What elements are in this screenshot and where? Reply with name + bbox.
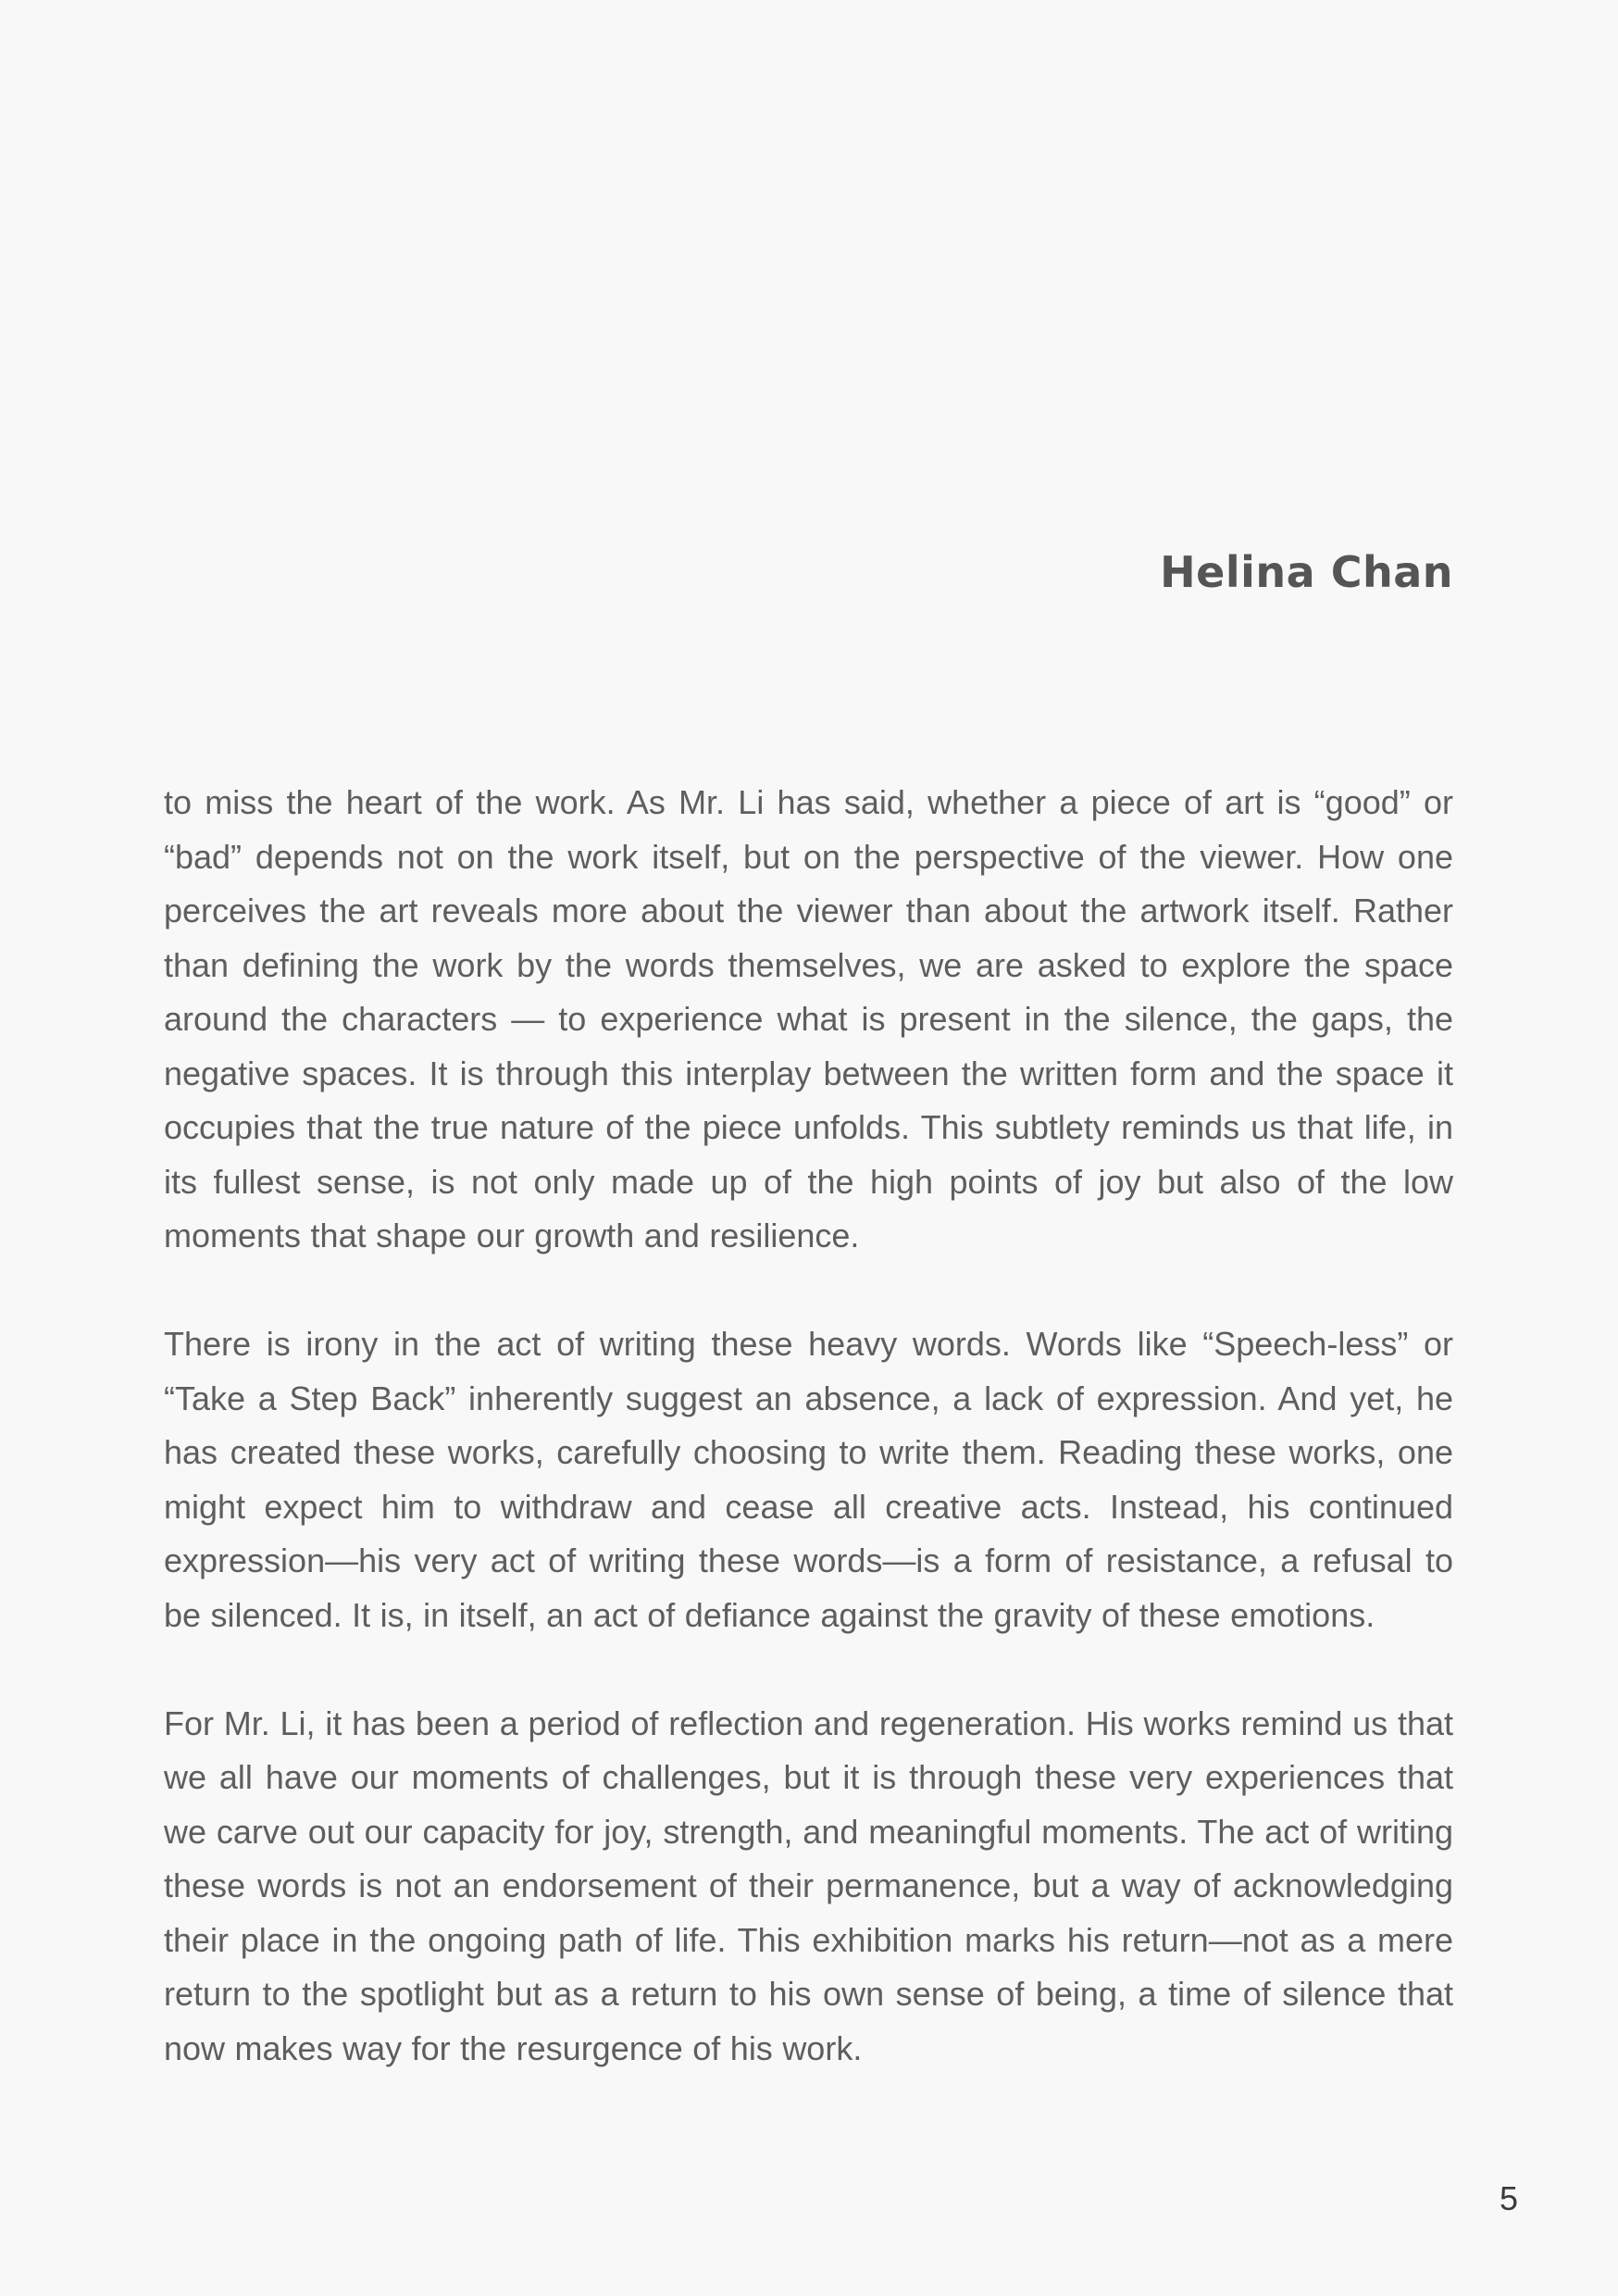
body-text (164, 776, 1453, 2130)
paragraph-3: For Mr. Li, it has been a period of reflection and regeneration. His works remind us that we all have our moments of challenges, but it is through these very experiences that we carve out our capacity for joy, strength, and meaningful moments. The act of writing these words is not an endorsement of their permanence, but a way of acknowledging their place in the ongoing path of life. This exhibition marks his return—not as a mere return to the spotlight but as a return to his own sense of being, a time of silence that now makes way for the resurgence of his work. (164, 1703, 1453, 2067)
author-name: Helina Chan (1160, 547, 1453, 597)
paragraph-2: There is irony in the act of writing these heavy words. Words like “Speech-less” or “Take a Step Back” inherently suggest an absence, a lack of expression. And yet, he has created these works, carefully choosing to write them. Reading these works, one might expect him to withdraw and cease all creative acts. Instead, his continued expression—his very act of writing these words—is a form of resistance, a refusal to be silenced. It is, in itself, an act of defiance against the gravity of these emotions. (164, 1325, 1453, 1634)
page-number: 5 (1499, 2179, 1518, 2217)
paragraph-1: to miss the heart of the work. As Mr. Li has said, whether a piece of art is “good” or “bad” depends not on the work itself, but on the perspective of the viewer. How one perceives the art reveals more about the viewer than about the artwork itself. Rather than defining the work by the words themselves, we are asked to explore the space around the characters — to experience what is present in the silence, the gaps, the negative spaces. It is through this interplay between the written form and the space it occupies that the true nature of the piece unfolds. This subtlety reminds us that life, in its fullest sense, is not only made up of the high points of joy but also of the low moments that shape our growth and resilience. (164, 783, 1453, 1254)
